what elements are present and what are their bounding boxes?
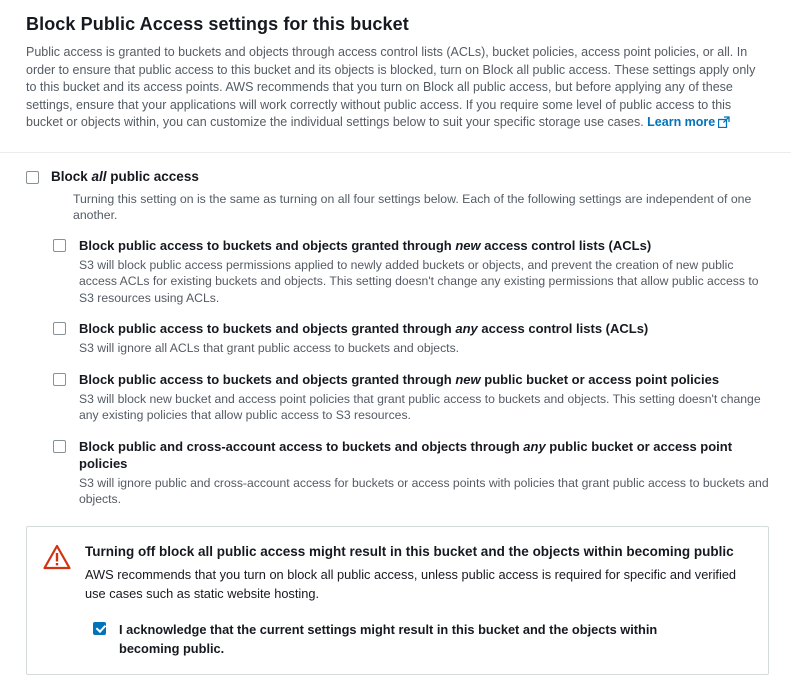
title-suffix: public bucket or access point policies xyxy=(79,438,733,471)
settings-section xyxy=(0,153,791,518)
warning-triangle-icon xyxy=(43,544,71,575)
title-emphasis: new xyxy=(455,237,481,253)
block-all-public-access-row[interactable] xyxy=(26,169,769,185)
setting-block-any-policies-title xyxy=(79,438,769,472)
setting-block-any-acls[interactable] xyxy=(53,320,769,357)
master-label-suffix: public access xyxy=(106,168,199,184)
master-label-prefix: Block xyxy=(51,168,92,184)
title-suffix: access control lists (ACLs) xyxy=(477,321,649,336)
setting-block-new-policies-checkbox[interactable] xyxy=(53,373,66,386)
learn-more-label: Learn more xyxy=(647,115,716,129)
setting-block-new-policies-title xyxy=(79,371,769,388)
setting-block-new-acls-description: S3 will block public access permissions applied to newly added buckets or objects, and prevent the creation of new public access ACLs for existing buckets and objects. This setting doesn't change any existing permissions that allow public access to S3 resources using ACLs. xyxy=(79,257,759,305)
page-description xyxy=(26,44,769,134)
master-label-emphasis: all xyxy=(91,168,107,184)
title-prefix: Block public access to buckets and objects granted through xyxy=(79,237,456,253)
title-suffix: public bucket or access point policies xyxy=(480,371,720,387)
individual-settings-list xyxy=(26,237,769,508)
setting-block-any-policies-text xyxy=(79,438,769,508)
setting-block-any-acls-text xyxy=(79,320,648,357)
warning-description: AWS recommends that you turn on block all public access, unless public access is required for specific and verified use cases such as static website hosting. xyxy=(85,566,737,601)
learn-more-link[interactable] xyxy=(647,115,730,129)
title-prefix: Block public access to buckets and objects granted through xyxy=(79,321,456,336)
title-suffix: access control lists (ACLs) xyxy=(480,237,652,253)
setting-block-any-acls-checkbox[interactable] xyxy=(53,322,66,335)
setting-block-any-policies-description: S3 will ignore public and cross-account access for buckets or access points with policies that grant public access to buckets and objects. xyxy=(79,475,769,506)
setting-block-any-policies[interactable] xyxy=(53,438,769,508)
title-emphasis: any xyxy=(455,321,478,336)
panel-header xyxy=(0,0,791,146)
setting-block-new-acls-checkbox[interactable] xyxy=(53,239,66,252)
title-prefix: Block public access to buckets and objects granted through xyxy=(79,371,456,387)
setting-block-new-policies-text xyxy=(79,371,769,424)
setting-block-new-policies-description: S3 will block new bucket and access point policies that grant public access to buckets and objects. This setting doesn't change any existing policies that allow public access to S3 resources. xyxy=(79,391,761,422)
block-all-public-access-label xyxy=(51,169,199,185)
warning-section xyxy=(0,518,791,675)
setting-block-any-acls-title xyxy=(79,320,648,337)
block-all-public-access-checkbox[interactable] xyxy=(26,171,39,184)
setting-block-any-policies-checkbox[interactable] xyxy=(53,440,66,453)
title-emphasis: new xyxy=(455,371,481,387)
title-emphasis: any xyxy=(523,438,546,454)
setting-block-new-acls-text xyxy=(79,237,769,307)
setting-block-new-policies[interactable] xyxy=(53,371,769,424)
warning-body xyxy=(85,543,750,658)
page-description-text: Public access is granted to buckets and objects through access control lists (ACLs), bucket policies, access point policies, or all. In order to ensure that public access to this bucket and its objects is blocked, turn on Block all public access. These settings apply only to this bucket and its access points. AWS recommends that you turn on Block all public access, but before applying any of these settings, ensure that your applications will work correctly without public access. If you require some level of public access to this bucket or objects within, you can customize the individual settings below to suit your specific storage use cases. xyxy=(26,45,756,129)
setting-block-new-acls-title xyxy=(79,237,769,254)
warning-title: Turning off block all public access might result in this bucket and the objects within becoming public xyxy=(85,543,734,559)
block-all-public-access-note: Turning this setting on is the same as turning on all four settings below. Each of the following settings are independent of one another. xyxy=(73,191,752,222)
warning-box xyxy=(26,526,769,675)
setting-block-any-acls-description: S3 will ignore all ACLs that grant public access to buckets and objects. xyxy=(79,341,460,355)
acknowledge-checkbox[interactable] xyxy=(93,622,106,635)
acknowledge-label: I acknowledge that the current settings might result in this bucket and the objects within becoming public. xyxy=(119,621,658,656)
external-link-icon xyxy=(718,116,730,134)
title-prefix: Block public and cross-account access to buckets and objects through xyxy=(79,438,524,454)
setting-block-new-acls[interactable] xyxy=(53,237,769,307)
acknowledge-row[interactable] xyxy=(85,620,750,658)
page-title: Block Public Access settings for this bucket xyxy=(26,14,409,34)
